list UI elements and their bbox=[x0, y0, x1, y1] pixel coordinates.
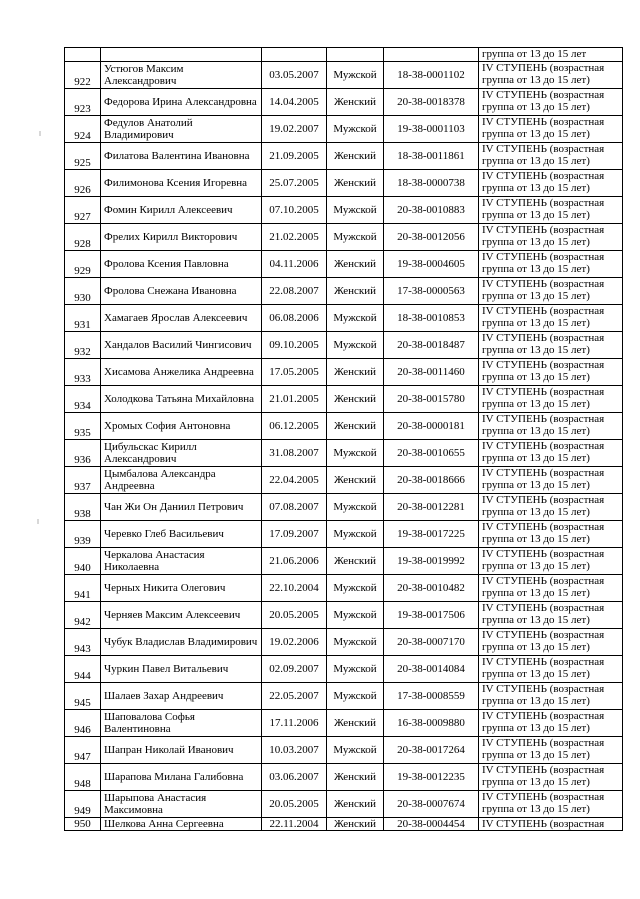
cell-group: IV СТУПЕНЬ (возрастная группа от 13 до 15 лет) bbox=[479, 62, 623, 89]
cell-group: IV СТУПЕНЬ (возрастная группа от 13 до 15 лет) bbox=[479, 764, 623, 791]
cell-uin: 19-38-0012235 bbox=[384, 764, 479, 791]
cell-dob: 06.08.2006 bbox=[262, 305, 327, 332]
cell-sex: Женский bbox=[327, 143, 384, 170]
cell-sex: Женский bbox=[327, 791, 384, 818]
cell-sex: Мужской bbox=[327, 602, 384, 629]
cell-sex: Мужской bbox=[327, 197, 384, 224]
cell-uin: 18-38-0000738 bbox=[384, 170, 479, 197]
cell-num: 939 bbox=[65, 521, 101, 548]
cell-sex: Женский bbox=[327, 467, 384, 494]
cell-group: IV СТУПЕНЬ (возрастная группа от 13 до 15 лет) bbox=[479, 89, 623, 116]
cell-group: IV СТУПЕНЬ (возрастная группа от 13 до 15 лет) bbox=[479, 413, 623, 440]
cell-group: IV СТУПЕНЬ (возрастная группа от 13 до 15 лет) bbox=[479, 251, 623, 278]
cell-group: IV СТУПЕНЬ (возрастная группа от 13 до 15 лет) bbox=[479, 683, 623, 710]
cell-group: IV СТУПЕНЬ (возрастная группа от 13 до 15 лет) bbox=[479, 737, 623, 764]
cell-num: 942 bbox=[65, 602, 101, 629]
cell-name: Холодкова Татьяна Михайловна bbox=[101, 386, 262, 413]
cell-name: Хамагаев Ярослав Алексеевич bbox=[101, 305, 262, 332]
cell-num: 932 bbox=[65, 332, 101, 359]
cell-uin: 20-38-0017264 bbox=[384, 737, 479, 764]
cell-num: 950 bbox=[65, 818, 101, 831]
cell-num: 938 bbox=[65, 494, 101, 521]
cell-sex: Мужской bbox=[327, 737, 384, 764]
cell-name: Шарапова Милана Галибовна bbox=[101, 764, 262, 791]
cell-uin: 18-38-0010853 bbox=[384, 305, 479, 332]
cell-name: Шарыпова Анастасия Максимовна bbox=[101, 791, 262, 818]
cell-sex: Мужской bbox=[327, 494, 384, 521]
cell-dob: 10.03.2007 bbox=[262, 737, 327, 764]
cell-sex: Женский bbox=[327, 278, 384, 305]
cell-num: 925 bbox=[65, 143, 101, 170]
cell-uin: 18-38-0001102 bbox=[384, 62, 479, 89]
cell-group: IV СТУПЕНЬ (возрастная группа от 13 до 15 лет) bbox=[479, 467, 623, 494]
cell-name: Шаповалова Софья Валентиновна bbox=[101, 710, 262, 737]
cell-name: Хромых София Антоновна bbox=[101, 413, 262, 440]
cell-name: Шапран Николай Иванович bbox=[101, 737, 262, 764]
cell-group: IV СТУПЕНЬ (возрастная bbox=[479, 818, 623, 831]
cell-num: 937 bbox=[65, 467, 101, 494]
cell-sex: Женский bbox=[327, 359, 384, 386]
cell-sex: Мужской bbox=[327, 575, 384, 602]
cell-group: IV СТУПЕНЬ (возрастная группа от 13 до 15 лет) bbox=[479, 305, 623, 332]
cell-sex: Мужской bbox=[327, 440, 384, 467]
cell-name: Федорова Ирина Александровна bbox=[101, 89, 262, 116]
cell-dob: 21.06.2006 bbox=[262, 548, 327, 575]
cell-name: Черевко Глеб Васильевич bbox=[101, 521, 262, 548]
cell-uin: 20-38-0014084 bbox=[384, 656, 479, 683]
cell-num: 933 bbox=[65, 359, 101, 386]
cell-num: 930 bbox=[65, 278, 101, 305]
cell-name: Шалаев Захар Андреевич bbox=[101, 683, 262, 710]
cell-dob: 19.02.2007 bbox=[262, 116, 327, 143]
cell-group: IV СТУПЕНЬ (возрастная группа от 13 до 15 лет) bbox=[479, 494, 623, 521]
cell-dob: 25.07.2005 bbox=[262, 170, 327, 197]
cell-sex: Женский bbox=[327, 548, 384, 575]
cell-group: IV СТУПЕНЬ (возрастная группа от 13 до 15 лет) bbox=[479, 602, 623, 629]
cell-num: 941 bbox=[65, 575, 101, 602]
cell-group: IV СТУПЕНЬ (возрастная группа от 13 до 15 лет) bbox=[479, 116, 623, 143]
cell-sex: Мужской bbox=[327, 332, 384, 359]
cell-group: IV СТУПЕНЬ (возрастная группа от 13 до 15 лет) bbox=[479, 575, 623, 602]
cell-dob: 06.12.2005 bbox=[262, 413, 327, 440]
cell-dob: 22.08.2007 bbox=[262, 278, 327, 305]
cell-dob: 09.10.2005 bbox=[262, 332, 327, 359]
cell-num: 948 bbox=[65, 764, 101, 791]
cell-name: Чуркин Павел Витальевич bbox=[101, 656, 262, 683]
cell-uin: 17-38-0008559 bbox=[384, 683, 479, 710]
cell-uin: 20-38-0018378 bbox=[384, 89, 479, 116]
cell-num: 924 bbox=[65, 116, 101, 143]
cell-uin: 20-38-0007674 bbox=[384, 791, 479, 818]
cell-name: Шелкова Анна Сергеевна bbox=[101, 818, 262, 831]
cell-group: IV СТУПЕНЬ (возрастная группа от 13 до 15 лет) bbox=[479, 791, 623, 818]
cell-sex: Женский bbox=[327, 710, 384, 737]
cell-uin: 17-38-0000563 bbox=[384, 278, 479, 305]
cell-group: IV СТУПЕНЬ (возрастная группа от 13 до 15 лет) bbox=[479, 548, 623, 575]
cell-group: IV СТУПЕНЬ (возрастная группа от 13 до 15 лет) bbox=[479, 710, 623, 737]
cell-dob: 22.10.2004 bbox=[262, 575, 327, 602]
cell-num: 944 bbox=[65, 656, 101, 683]
cell-uin: 20-38-0010883 bbox=[384, 197, 479, 224]
cell-sex: Женский bbox=[327, 170, 384, 197]
cell-group: IV СТУПЕНЬ (возрастная группа от 13 до 15 лет) bbox=[479, 440, 623, 467]
cell-group: IV СТУПЕНЬ (возрастная группа от 13 до 15 лет) bbox=[479, 521, 623, 548]
cell-num: 946 bbox=[65, 710, 101, 737]
cell-num: 928 bbox=[65, 224, 101, 251]
cell-name: Хандалов Василий Чингисович bbox=[101, 332, 262, 359]
cell-num: 922 bbox=[65, 62, 101, 89]
cell-name: Фролова Ксения Павловна bbox=[101, 251, 262, 278]
cell-uin: 20-38-0000181 bbox=[384, 413, 479, 440]
cell-num: 926 bbox=[65, 170, 101, 197]
cell-name: Черняев Максим Алексеевич bbox=[101, 602, 262, 629]
cell-num: 945 bbox=[65, 683, 101, 710]
cell-name: Цымбалова Александра Андреевна bbox=[101, 467, 262, 494]
cell-name: Чубук Владислав Владимирович bbox=[101, 629, 262, 656]
cell-name: Федулов Анатолий Владимирович bbox=[101, 116, 262, 143]
cell-num: 923 bbox=[65, 89, 101, 116]
cell-dob: 07.08.2007 bbox=[262, 494, 327, 521]
cell-num: 940 bbox=[65, 548, 101, 575]
cell-uin: 20-38-0018666 bbox=[384, 467, 479, 494]
cell-group: IV СТУПЕНЬ (возрастная группа от 13 до 15 лет) bbox=[479, 278, 623, 305]
cell-dob: 21.02.2005 bbox=[262, 224, 327, 251]
cell-name: Филимонова Ксения Игоревна bbox=[101, 170, 262, 197]
cell-sex: Женский bbox=[327, 386, 384, 413]
cell-group: IV СТУПЕНЬ (возрастная группа от 13 до 15 лет) bbox=[479, 656, 623, 683]
cell-dob: 22.11.2004 bbox=[262, 818, 327, 831]
cell-name: Черкалова Анастасия Николаевна bbox=[101, 548, 262, 575]
cell-name: Чан Жи Он Даниил Петрович bbox=[101, 494, 262, 521]
cell-dob: 31.08.2007 bbox=[262, 440, 327, 467]
cell-dob: 03.05.2007 bbox=[262, 62, 327, 89]
cell-uin: 19-38-0017506 bbox=[384, 602, 479, 629]
cell-uin: 20-38-0004454 bbox=[384, 818, 479, 831]
cell-num: 929 bbox=[65, 251, 101, 278]
cell-name: Цибульскас Кирилл Александрович bbox=[101, 440, 262, 467]
cell-group: IV СТУПЕНЬ (возрастная группа от 13 до 15 лет) bbox=[479, 359, 623, 386]
cell-num: 936 bbox=[65, 440, 101, 467]
cell-uin: 20-38-0018487 bbox=[384, 332, 479, 359]
cell-group: IV СТУПЕНЬ (возрастная группа от 13 до 15 лет) bbox=[479, 629, 623, 656]
cell-num: 931 bbox=[65, 305, 101, 332]
cell-num: 949 bbox=[65, 791, 101, 818]
cell-group: IV СТУПЕНЬ (возрастная группа от 13 до 15 лет) bbox=[479, 143, 623, 170]
cell-uin: 20-38-0012056 bbox=[384, 224, 479, 251]
cell-dob: 17.09.2007 bbox=[262, 521, 327, 548]
cell-dob: 22.05.2007 bbox=[262, 683, 327, 710]
cell-sex: Мужской bbox=[327, 305, 384, 332]
cell-name: Черных Никита Олегович bbox=[101, 575, 262, 602]
cell-dob: 20.05.2005 bbox=[262, 791, 327, 818]
cell-sex: Женский bbox=[327, 89, 384, 116]
cell-group: IV СТУПЕНЬ (возрастная группа от 13 до 15 лет) bbox=[479, 332, 623, 359]
cell-sex: Мужской bbox=[327, 656, 384, 683]
cell-uin: 20-38-0011460 bbox=[384, 359, 479, 386]
cell-sex: Мужской bbox=[327, 683, 384, 710]
cell-uin: 20-38-0015780 bbox=[384, 386, 479, 413]
cell-sex: Мужской bbox=[327, 116, 384, 143]
cell-dob: 20.05.2005 bbox=[262, 602, 327, 629]
cell-group: группа от 13 до 15 лет bbox=[479, 48, 623, 62]
cell-uin: 19-38-0017225 bbox=[384, 521, 479, 548]
cell-uin: 19-38-0019992 bbox=[384, 548, 479, 575]
cell-uin: 20-38-0012281 bbox=[384, 494, 479, 521]
cell-group: IV СТУПЕНЬ (возрастная группа от 13 до 15 лет) bbox=[479, 386, 623, 413]
cell-sex: Женский bbox=[327, 764, 384, 791]
cell-uin: 20-38-0007170 bbox=[384, 629, 479, 656]
cell-dob: 02.09.2007 bbox=[262, 656, 327, 683]
cell-num: 943 bbox=[65, 629, 101, 656]
cell-group: IV СТУПЕНЬ (возрастная группа от 13 до 15 лет) bbox=[479, 224, 623, 251]
cell-dob: 07.10.2005 bbox=[262, 197, 327, 224]
cell-name: Хисамова Анжелика Андреевна bbox=[101, 359, 262, 386]
cell-dob: 21.01.2005 bbox=[262, 386, 327, 413]
cell-dob: 22.04.2005 bbox=[262, 467, 327, 494]
cell-uin: 19-38-0004605 bbox=[384, 251, 479, 278]
cell-sex: Мужской bbox=[327, 521, 384, 548]
cell-uin: 20-38-0010655 bbox=[384, 440, 479, 467]
cell-sex: Женский bbox=[327, 251, 384, 278]
cell-sex: Мужской bbox=[327, 629, 384, 656]
cell-dob: 17.11.2006 bbox=[262, 710, 327, 737]
cell-num: 935 bbox=[65, 413, 101, 440]
cell-name: Филатова Валентина Ивановна bbox=[101, 143, 262, 170]
cell-sex: Мужской bbox=[327, 224, 384, 251]
cell-name: Фомин Кирилл Алексеевич bbox=[101, 197, 262, 224]
cell-uin: 18-38-0011861 bbox=[384, 143, 479, 170]
cell-uin: 20-38-0010482 bbox=[384, 575, 479, 602]
cell-sex: Женский bbox=[327, 413, 384, 440]
cell-dob: 14.04.2005 bbox=[262, 89, 327, 116]
cell-dob: 21.09.2005 bbox=[262, 143, 327, 170]
cell-num: 927 bbox=[65, 197, 101, 224]
cell-name: Устюгов Максим Александрович bbox=[101, 62, 262, 89]
cell-uin: 19-38-0001103 bbox=[384, 116, 479, 143]
cell-group: IV СТУПЕНЬ (возрастная группа от 13 до 15 лет) bbox=[479, 170, 623, 197]
cell-dob: 17.05.2005 bbox=[262, 359, 327, 386]
cell-num: 934 bbox=[65, 386, 101, 413]
cell-sex: Мужской bbox=[327, 62, 384, 89]
cell-name: Фролова Снежана Ивановна bbox=[101, 278, 262, 305]
cell-num: 947 bbox=[65, 737, 101, 764]
cell-group: IV СТУПЕНЬ (возрастная группа от 13 до 15 лет) bbox=[479, 197, 623, 224]
cell-uin: 16-38-0009880 bbox=[384, 710, 479, 737]
cell-dob: 03.06.2007 bbox=[262, 764, 327, 791]
cell-dob: 04.11.2006 bbox=[262, 251, 327, 278]
cell-dob: 19.02.2006 bbox=[262, 629, 327, 656]
cell-name: Фрелих Кирилл Викторович bbox=[101, 224, 262, 251]
cell-sex: Женский bbox=[327, 818, 384, 831]
